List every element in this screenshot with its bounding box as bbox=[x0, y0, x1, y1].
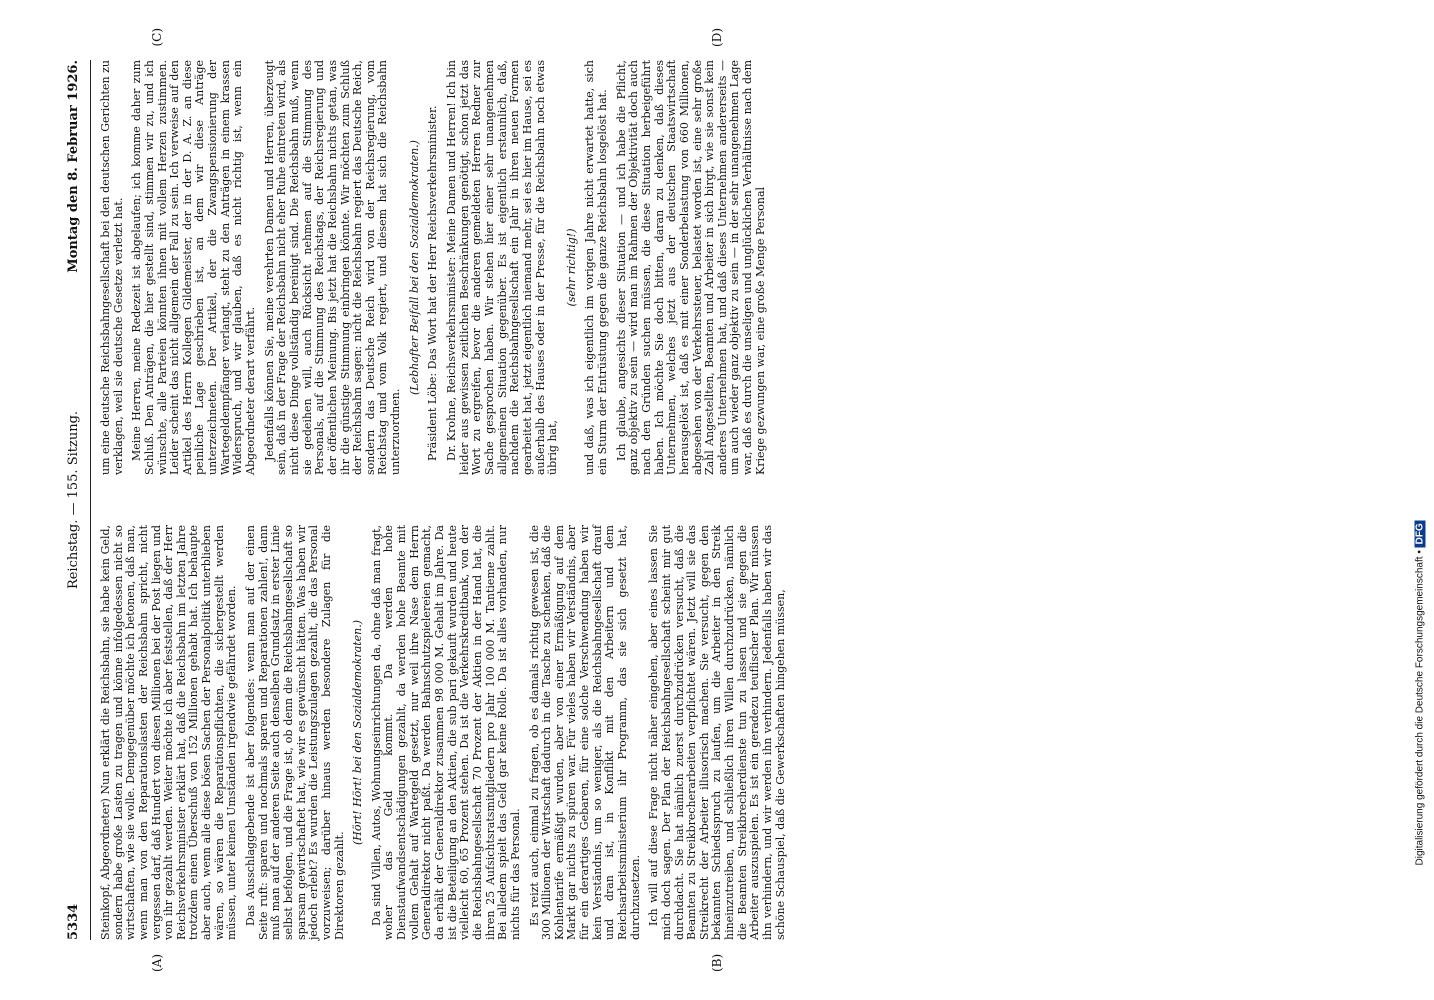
left-paragraph: Das Ausschlaggebende ist aber folgendes: wenn man auf der einen Seite ruft: sparen und nochmals sparen und Reparationen zahlen!, dann muß man auf der anderen Seite auch denselben Grundsatz in erster Linie selbst befolgen, und die Frage ist, ob denn die Reichsbahngesellschaft so sparsam gewirtschaftet hat, wie wir es gewünscht hätten. Was haben wir jedoch erlebt? Es wurden die Leistungszulagen gezahlt, die das Personal vorzuweisen; darüber hinaus werden besondere Zulagen für die Direktoren gezahlt. bbox=[244, 525, 346, 940]
margin-mark-b: (B) bbox=[710, 953, 724, 972]
left-paragraph: Da sind Villen, Autos, Wohnungseinrichtungen da, ohne daß man fragt, woher das Geld kommt. Da werden hohe Dienstaufwandsentschädigungen gezahlt, da werden hohe Beamte mit vollem Gehalt auf Wartegeld gesetzt, nur weil ihre Nase dem Herrn Generaldirektor nicht paßt. Da werden Bahnschutzspielereien gemacht, da erhält der Generaldirektor zusammen 98 000 M. Gehalt im Jahre. Da ist die Beteiligung an den Aktien, die sub pari gekauft wurden und heute vielleicht 60, 65 Prozent stehen. Da ist die Verkehrskreditbank, von der die Reichsbahngesellschaft 70 Prozent der Aktien in der Hand hat, die ihren 25 Aufsichtsratsmitgliedern pro Jahr 100 000 M. Tantieme zahlt. Bei alledem spielt das Geld gar keine Rolle. Da ist alles vorhanden, nur nichts für das Personal. bbox=[369, 525, 522, 940]
interjection: (sehr richtig!) bbox=[564, 228, 578, 307]
right-paragraph: um eine deutsche Reichsbahngesellschaft bei den deutschen Gerichten zu verklagen, weil sie deutsche Gesetze verletzt hat. bbox=[99, 60, 125, 475]
page-header bbox=[60, 60, 91, 940]
interjection: (Hört! Hört! bei den Sozialdemokraten.) bbox=[351, 619, 365, 846]
funding-note bbox=[1410, 0, 1434, 1000]
funding-note-text bbox=[1415, 126, 1426, 866]
margin-mark-a: (A) bbox=[150, 953, 164, 972]
funding-text: Digitalisierung gefördert durch die Deutsche Forschungsgemeinschaft • bbox=[1414, 550, 1426, 866]
margin-mark-c: (C) bbox=[150, 28, 164, 47]
rotated-page-container bbox=[60, 28, 1280, 972]
document-page bbox=[60, 28, 1280, 972]
session-title: Reichstag. — 155. Sitzung. bbox=[66, 410, 81, 590]
speaker-introduction: Präsident Löbe: Das Wort hat der Herr Reichsverkehrsminister. bbox=[426, 105, 440, 461]
page-number: 5334 bbox=[66, 903, 81, 940]
left-paragraph: Ich will auf diese Frage nicht näher eingehen, aber eines lassen Sie mich doch sagen. Der Plan der Reichsbahngesellschaft scheint mir gut durchdacht. Sie hat nämlich zuerst durchzudrücken versucht, daß die Beamten zu Streikbrecherarbeiten verpflichtet wären. Jetzt will sie das Streikrecht der Arbeiter illusorisch machen. Sie versucht, gegen den bekannten Schiedsspruch zu laufen, um die Arbeiter in den Streik hineinzutreiben, und schließlich ihren Willen durchzudrücken, nämlich die Beamten Streikbrecherdienste tun zu lassen und sie gegen die Arbeiter auszuspielen. Es ist ein geradezu teuflischer Plan. Wir müssen ihn verhindern, und wir werden ihn verhindern. Jedenfalls haben wir das schöne Schauspiel, daß die Gewerkschaften hingehen müssen, bbox=[647, 525, 787, 940]
dfg-logo: DFG bbox=[1415, 520, 1426, 547]
left-paragraph: Es reizt auch, einmal zu fragen, ob es damals richtig gewesen ist, die 300 Millionen der Wirtschaft dadurch in die Tasche zu schenken, daß die Kohlentarife ermäßigt wurden, aber von einer Ermäßigung auf dem Markt gar nichts zu spüren war. Für vieles haben wir Verständnis, aber für ein derartiges Gebaren, für eine solche Verschwendung haben wir kein Verständnis, um so weniger, als die Reichsbahngesellschaft drauf und dran ist, in Konflikt mit den Arbeitern und dem Reichsarbeitsministerium ihr Programm, das sie sich gesetzt hat, durchzusetzen. bbox=[527, 525, 642, 940]
interjection: (Lebhafter Beifall bei den Sozialdemokraten.) bbox=[407, 140, 421, 395]
right-paragraph: Meine Herren, meine Redezeit ist abgelaufen; ich komme daher zum Schluß. Den Anträgen, die hier gestellt sind, stimmen wir zu, und ich wünschte, alle Parteien könnten ihnen mit vollem Herzen zustimmen. Leider scheint das nicht allgemein der Fall zu sein. Ich verweise auf den Artikel des Herrn Kollegen Gildemeister, der in der D. A. Z. an diese peinliche Lage geschrieben ist, an dem wir diese Anträge unterzeichneten. Der Artikel, der die Zwangspensionierung der Wartegeldempfänger verlangt, steht zu den Anträgen in einem krassen Widerspruch, und wir glauben, daß es nicht richtig ist, wenn ein Abgeordneter derart verfährt. bbox=[130, 60, 258, 475]
right-paragraph: Dr. Krohne, Reichsverkehrsminister: Meine Damen und Herren! Ich bin leider aus gewissen zeitlichen Beschränkungen genötigt, schon jetzt das Wort zu ergreifen, bevor die anderen gemeldeten Herren Redner zur Sache gesprochen haben. Wir stehen hier einer sehr unangenehmen allgemeinen Situation gegenüber. Es ist eigentlich erstaunlich, daß, nachdem die Reichsbahngesellschaft ein Jahr in ihren neuen Formen gearbeitet hat, jetzt eigentlich niemand mehr, sei es hier im Hause, sei es außerhalb des Hauses oder in der Presse, für die Reichsbahn noch etwas übrig hat, bbox=[445, 60, 560, 475]
right-paragraph: und daß, was ich eigentlich im vorigen Jahre nicht erwartet hatte, sich ein Sturm der Entrüstung gegen die ganze Reichsbahn losgelöst hat. bbox=[583, 60, 610, 475]
left-column bbox=[100, 525, 793, 940]
margin-mark-d: (D) bbox=[710, 28, 724, 47]
session-date: Montag den 8. Februar 1926. bbox=[66, 60, 81, 273]
right-paragraph: Ich glaube, angesichts dieser Situation — und ich habe die Pflicht, ganz objektiv zu sein — wird man im Rahmen der Objektivität doch auch nach den Gründen suchen müssen, die diese Situation herbeigeführt haben. Ich möchte Sie doch bitten, daran zu denken, daß dieses Unternehmen, welches jetzt aus der deutschen Staatswirtschaft herausgelöst ist, daß es mit einer Sonderbelastung von 660 Millionen, abgesehen von der Verkehrssteuer, belastet worden ist, eine sehr große Zahl Angestellten, Beamten und Arbeiter in sich birgt, wie sie sonst kein anderes Unternehmen hat, und daß dieses Unternehmen andererseits — um auch wieder ganz objektiv zu sein — in der sehr unangenehmen Lage war, daß es durch die unseligen und unglücklichen Verhältnisse nach dem Kriege gezwungen war, eine große Menge Personal bbox=[614, 60, 767, 475]
right-column bbox=[100, 60, 773, 475]
right-paragraph: Jedenfalls können Sie, meine verehrten Damen und Herren, überzeugt sein, daß in der Frage der Reichsbahn nicht eher Ruhe eintreten wird, als nicht diese Dinge vollständig bereinigt sind. Die Reichsbahn muß, wenn sie gedeihen will, auch Rücksicht nehmen auf die Stimmung des Personals, auf die Stimmung des Reichstags, der Reichsregierung und der öffentlichen Meinung. Bis jetzt hat die Reichsbahn nichts getan, was ihr die günstige Stimmung einbringen könnte. Wir möchten zum Schluß der Reichsbahn sagen: nicht die Reichsbahn regiert das Deutsche Reich, sondern das Deutsche Reich wird von der Reichsregierung, vom Reichstag und vom Volk regiert, und diesem hat sich die Reichsbahn unterzuordnen. bbox=[262, 60, 403, 475]
left-paragraph: Steinkopf, Abgeordneter) Nun erklärt die Reichsbahn, sie habe kein Geld, sondern habe große Lasten zu tragen und könne infolgedessen nicht so wirtschaften, wie sie wolle. Demgegenüber möchte ich betonen, daß man, wenn man von den Reparationslasten der Reichsbahn spricht, nicht vergessen darf, daß Hundert von diesen Millionen bei der Post liegen und von ihr gezahlt werden. Weiter möchte ich aber feststellen, daß der Herr Reichsverkehrsminister erklärt hat, daß die Reichsbahn im letzten Jahre trotzdem einen Überschuß von 152 Millionen gehabt hat. Ich behaupte aber auch, wenn alle diese bösen Sachen der Personalpolitik unterblieben wären, so wären die Reparationspflichten, die sichergestellt werden müssen, unter keinen Umständen irgendwie gefährdet worden. bbox=[99, 525, 239, 940]
